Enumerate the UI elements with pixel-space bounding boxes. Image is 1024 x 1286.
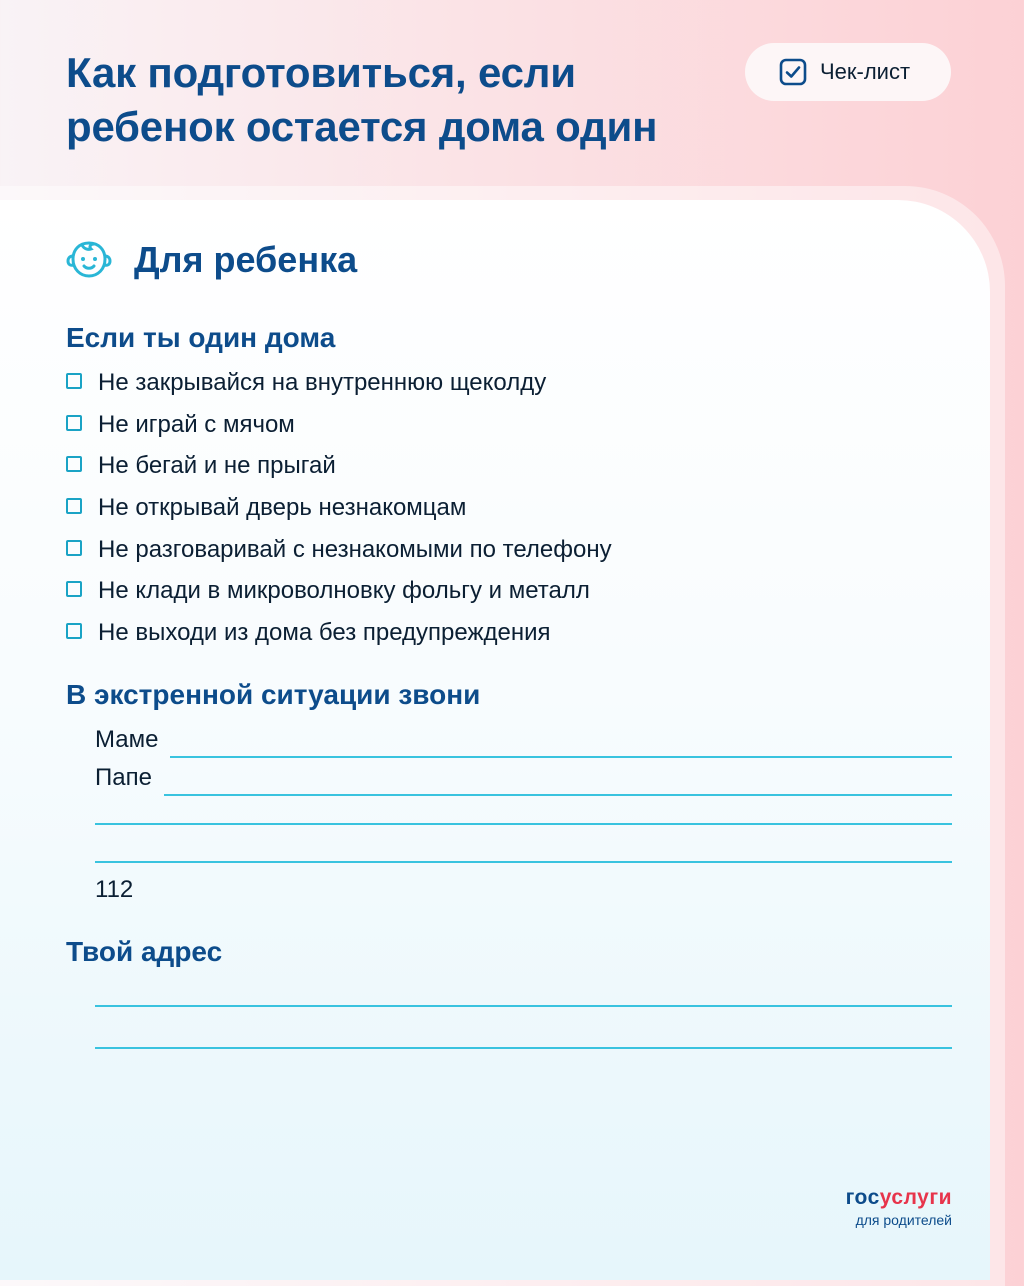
- checkbox[interactable]: [66, 456, 82, 472]
- logo-subtitle: для родителей: [855, 1212, 952, 1228]
- checklist-item-text: Не клади в микроволновку фольгу и металл: [98, 577, 590, 605]
- checklist-item-text: Не бегай и не прыгай: [98, 452, 336, 480]
- checklist-item-text: Не выходи из дома без предупреждения: [98, 618, 551, 646]
- section-title: Для ребенка: [134, 239, 358, 280]
- address-input-line[interactable]: [95, 1047, 952, 1049]
- contact-label-dad: Папе: [95, 764, 152, 791]
- checklist-item: [66, 362, 612, 404]
- checkbox[interactable]: [66, 415, 82, 431]
- checklist-item-text: Не закрывайся на внутреннюю щеколду: [98, 368, 547, 396]
- contact-row-dad: [95, 764, 952, 792]
- checkbox[interactable]: [66, 373, 82, 389]
- contact-row-mom: [95, 726, 952, 754]
- contact-label-mom: Маме: [95, 726, 159, 753]
- checklist-item: [66, 404, 612, 446]
- logo-part-uslugi: услуги: [879, 1186, 952, 1209]
- phone-input-line-extra[interactable]: [95, 823, 952, 825]
- logo-part-gos: гос: [845, 1186, 880, 1209]
- page-title: Как подготовиться, если ребенок остается дома один: [66, 49, 658, 150]
- checkbox-checked-icon: [779, 58, 807, 86]
- checklist-item-text: Не разговаривай с незнакомыми по телефону: [98, 535, 612, 563]
- checkbox[interactable]: [66, 581, 82, 597]
- badge-label: Чек-лист: [820, 59, 911, 84]
- phone-input-line-dad[interactable]: [164, 794, 952, 796]
- checklist: [66, 362, 612, 654]
- checklist-badge: [745, 43, 951, 101]
- emergency-heading: В экстренной ситуации звони: [66, 679, 481, 710]
- checklist-item: [66, 612, 612, 654]
- checklist-item: [66, 445, 612, 487]
- checklist-item: [66, 570, 612, 612]
- address-heading: Твой адрес: [66, 936, 223, 967]
- checkbox[interactable]: [66, 540, 82, 556]
- checklist-item-text: Не играй с мячом: [98, 410, 295, 438]
- address-input-line[interactable]: [95, 1005, 952, 1007]
- checklist-item: [66, 487, 612, 529]
- baby-face-icon: [66, 238, 112, 282]
- alone-heading: Если ты один дома: [66, 322, 336, 353]
- checklist-item-text: Не открывай дверь незнакомцам: [98, 493, 467, 521]
- checkbox[interactable]: [66, 623, 82, 639]
- checklist-item: [66, 529, 612, 571]
- emergency-number: 112: [95, 876, 134, 903]
- gosuslugi-logo: [846, 1186, 952, 1228]
- phone-input-line-extra[interactable]: [95, 861, 952, 863]
- logo-wordmark: [846, 1186, 952, 1210]
- phone-input-line-mom[interactable]: [170, 756, 952, 758]
- checkbox[interactable]: [66, 498, 82, 514]
